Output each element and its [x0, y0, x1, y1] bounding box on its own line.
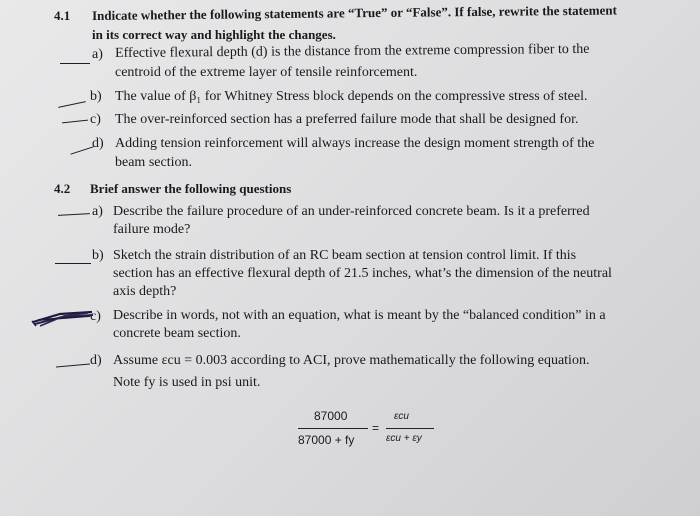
equals-sign: =	[372, 421, 380, 435]
answer-blank-4-2-d[interactable]	[56, 364, 90, 368]
item-letter-4-1-c: c)	[90, 112, 101, 127]
rhs-numerator: εcu	[394, 411, 409, 422]
item-letter-4-2-a: a)	[92, 204, 103, 219]
item-letter-4-1-b: b)	[90, 89, 102, 104]
question-number-4-1: 4.1	[54, 8, 71, 23]
answer-blank-4-1-c[interactable]	[62, 120, 88, 124]
item-letter-4-2-c: c)	[90, 309, 101, 324]
answer-blank-4-2-c[interactable]	[30, 304, 98, 332]
item-letter-4-1-a: a)	[92, 47, 103, 62]
item-text-4-1-c-line-1: The over-reinforced section has a preferred failure mode that shall be designed for.	[115, 112, 579, 127]
lhs-fraction-bar	[298, 428, 368, 429]
answer-blank-4-2-b[interactable]	[55, 263, 91, 264]
item-text-4-2-b-line-1: Sketch the strain distribution of an RC beam section at tension control limit. If this	[113, 248, 577, 263]
item-text-4-1-b-line-1: The value of β₁ for Whitney Stress block depends on the compressive stress of steel.	[115, 89, 588, 104]
answer-blank-4-1-b[interactable]	[58, 101, 86, 108]
question-heading-4-2: Brief answer the following questions	[90, 181, 292, 196]
item-letter-4-2-b: b)	[92, 248, 104, 263]
rhs-denominator: εcu + εy	[386, 433, 422, 444]
answer-blank-4-1-a[interactable]	[60, 63, 90, 64]
item-letter-4-2-d: d)	[90, 353, 102, 368]
lhs-numerator: 87000	[314, 409, 348, 423]
item-text-4-2-a-line-1: Describe the failure procedure of an under-reinforced concrete beam. Is it a preferred	[113, 204, 590, 219]
item-text-4-2-c-line-2: concrete beam section.	[113, 326, 241, 341]
item-text-4-1-d-line-1: Adding tension reinforcement will always increase the design moment strength of the	[115, 136, 595, 151]
lhs-denominator: 87000 + fy	[298, 433, 355, 447]
item-text-4-1-a-line-1: Effective flexural depth (d) is the distance from the extreme compression fiber to the	[115, 41, 590, 61]
question-instruction-line-2: in its correct way and highlight the changes.	[92, 27, 336, 42]
item-text-4-2-c-line-1: Describe in words, not with an equation, what is meant by the “balanced condition” in a	[113, 308, 606, 323]
question-instruction-line-1: Indicate whether the following statements are “True” or “False”. If false, rewrite the statement	[92, 2, 617, 23]
item-text-4-2-a-line-2: failure mode?	[113, 222, 191, 237]
item-text-4-2-b-line-2: section has an effective flexural depth of 21.5 inches, what’s the dimension of the neutral	[113, 266, 612, 281]
item-text-4-1-a-line-2: centroid of the extreme layer of tensile reinforcement.	[115, 65, 418, 80]
item-letter-4-1-d: d)	[92, 136, 104, 151]
item-text-4-2-b-line-3: axis depth?	[113, 284, 177, 299]
equation	[298, 409, 438, 453]
item-text-4-2-d-line-2: Note fy is used in psi unit.	[113, 375, 261, 390]
question-number-4-2: 4.2	[54, 181, 71, 196]
answer-blank-4-1-d[interactable]	[70, 146, 93, 154]
item-text-4-1-d-line-2: beam section.	[115, 155, 192, 170]
rhs-fraction-bar	[386, 428, 434, 429]
answer-blank-4-2-a[interactable]	[58, 213, 90, 216]
item-text-4-2-d-line-1: Assume εcu = 0.003 according to ACI, prove mathematically the following equation.	[113, 353, 590, 368]
